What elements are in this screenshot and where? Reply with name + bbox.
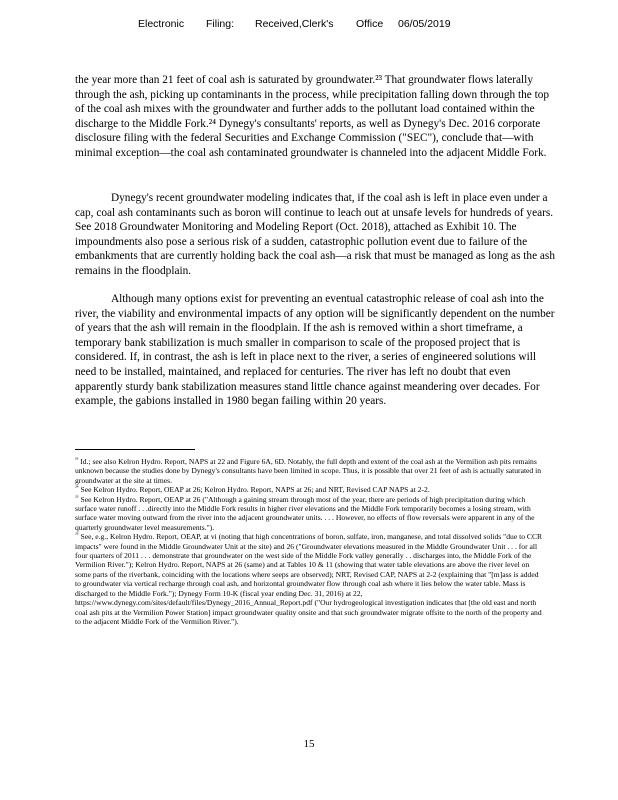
footnote-number: ²⁴ [75, 485, 79, 492]
footnote-text: Id.; see also Kelron Hydro. Report, NAPS at 22 and Figure 6A, 6D. Notably, the full depth and extent of the coal ash at the Vermilion ash pits remains unknown because the studies done by Dynegy's consultants have been limited in scope. Thus, it is possible that over 21 feet of ash is actually saturated in groundwater at the site at times. [75, 457, 542, 485]
footnote-23 [75, 457, 545, 485]
filing-header [0, 18, 618, 38]
footnote-25 [75, 495, 545, 533]
paragraph-1: the year more than 21 feet of coal ash is saturated by groundwater.²³ That groundwater flows laterally through the ash, picking up contaminants in the process, while precipitation falling down through the top of the coal ash mixes with the groundwater and further adds to the pollutant load contained within the discharge to the Middle Fork.²⁴ Dynegy's consultants' reports, as well as Dynegy's Dec. 2016 corporate disclosure filing with the federal Securities and Exchange Commission ("SEC"), conclude that—with minimal exception—the coal ash contaminated groundwater is channeled into the adjacent Middle Fork. [75, 74, 550, 159]
header-filing: Filing: [206, 18, 235, 30]
page-number: 15 [303, 738, 315, 750]
paragraph-2: Dynegy's recent groundwater modeling indicates that, if the coal ash is left in place even under a cap, coal ash contaminants such as boron will continue to leach out at unsafe levels for hundreds of years. See 2018 Groundwater Monitoring and Modeling Report (Oct. 2018), attached as Exhibit 10. The impoundments also pose a serious risk of a sudden, catastrophic pollution event due to failure of the embankments that are currently holding back the coal ash—a risk that must be managed as long as the ash remains in the floodplain. [75, 192, 555, 277]
footnote-24 [75, 485, 545, 494]
footnote-text: See Kelron Hydro. Report, OEAP at 26 ("Although a gaining stream through most of the year, there are periods of high precipitation during which surface water runoff . . .directly into the Middle Fork results in higher river elevations and the Middle Fork temporarily becomes a losing stream, with surface water moving outward from the river into the adjacent groundwater units. . . . However, no effects of flow reversals were apparent in any of the quarterly groundwater level measurements."). [75, 494, 535, 532]
header-office: Office [356, 18, 384, 30]
footnote-separator [75, 449, 195, 450]
footnotes [75, 457, 545, 626]
header-date: 06/05/2019 [398, 18, 451, 30]
footnote-text: See Kelron Hydro. Report, OEAP at 26; Kelron Hydro. Report, NAPS at 26; and NRT, Revised CAP NAPS at 2-2. [80, 485, 430, 495]
paragraph-3: Although many options exist for preventing an eventual catastrophic release of coal ash into the river, the viability and environmental impacts of any option will be significantly dependent on the number of years that the ash will remain in the floodplain. If the ash is removed within a short timeframe, a temporary bank stabilization is much smaller in comparison to scale of the proposed project that is considered. If, in contrast, the ash is left in place next to the river, a series of engineered solutions will need to be installed, maintained, and replaced for centuries. The river has left no doubt that even apparently sturdy bank stabilization measures stand little chance against meandering over decades. For example, the gabions installed in 1980 began failing within 20 years. [75, 293, 555, 408]
header-received: Received,Clerk's [255, 18, 334, 30]
footnote-26 [75, 532, 545, 626]
footnote-number: ²³ [75, 457, 79, 463]
footnote-text: See, e.g., Kelron Hydro. Report, OEAP, at vi (noting that high concentrations of boron, sulfate, iron, manganese, and total dissolved solids "due to CCR impacts" were found in the Middle Groundwater Unit at the site) and 26 ("Groundwater elevations measured in the Middle Groundwater Unit . . . for all four quarters of 2011 . . . demonstrate that groundwater on the west side of the Middle Fork valley generally . . discharges into, the Middle Fork of the Vermilion River."); Kelron Hydro. Report, NAPS at 26 (same) and at Tables 10 & 11 (showing that water table elevations are above the river level on some parts of the riverbank, coinciding with the locations where seeps are observed); NRT, Revised CAP, NAPS at 2-2 (explaining that "[m]ass is added to groundwater via vertical recharge through coal ash, and horizontal groundwater flow through coal ash where it lies below the water table. Mass is discharged to the Middle Fork."); Dynegy Form 10-K (fiscal year ending Dec. 31, 2016) at 22, https://www.dynegy.com/sites/default/files/Dynegy_2016_Annual_Report.pdf ("Our hydrogeological investigation indicates that [the old east and north coal ash pits at the Vermilion Power Station] impact groundwater quality onsite and that such groundwater migrate offsite to the north of the property and to the adjacent Middle Fork of the Vermilion River."). [75, 532, 543, 626]
footnote-number: ²⁵ [75, 494, 79, 501]
footnote-number: ²⁶ [75, 532, 79, 539]
header-electronic: Electronic [138, 18, 185, 30]
